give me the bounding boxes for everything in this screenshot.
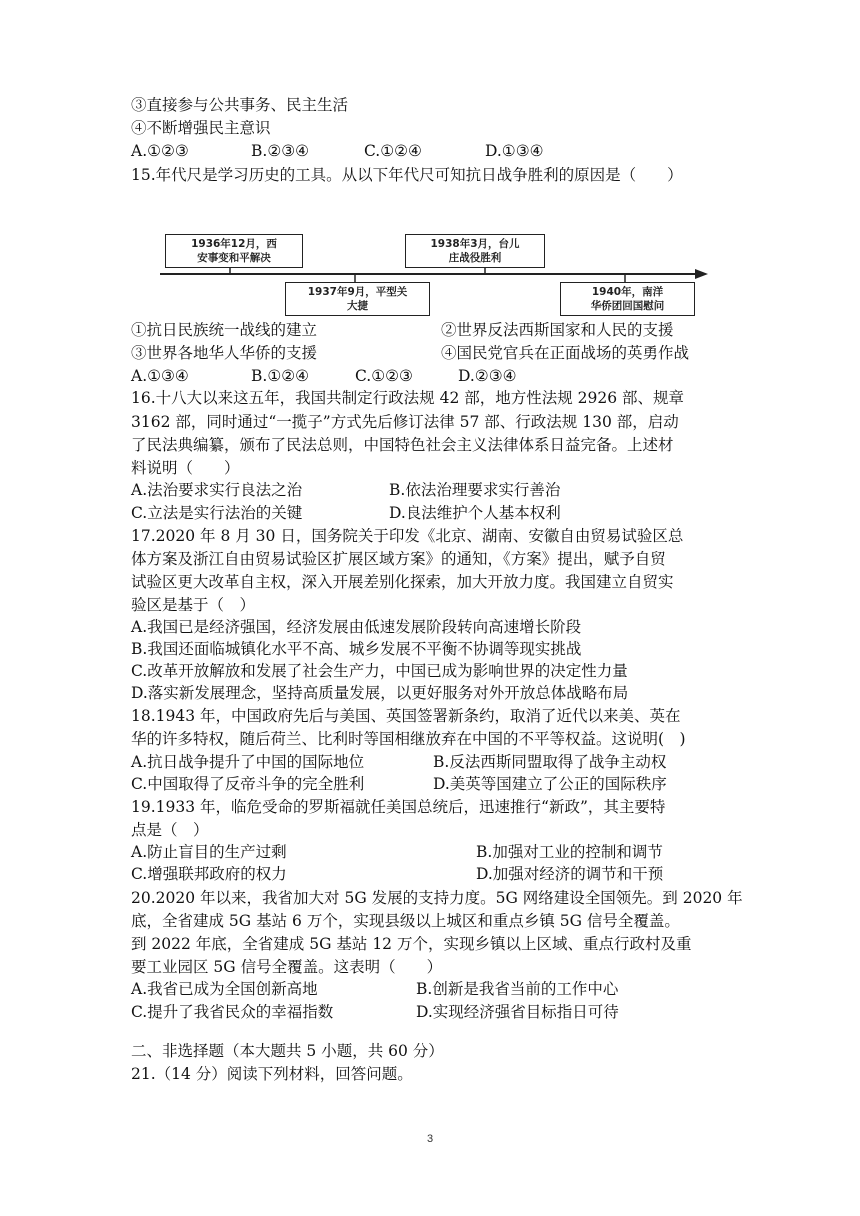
text-line: 点是（ ）: [131, 821, 209, 839]
text-line: A.我国已是经济强国，经济发展由低速发展阶段转向高速增长阶段: [131, 618, 582, 636]
timeline-event-1940: [560, 282, 695, 316]
event-line: 1936年12月，西: [191, 238, 277, 250]
answer-option: D.加强对经济的调节和干预: [476, 865, 664, 883]
answer-option: ②世界反法西斯国家和人民的支援: [441, 321, 674, 339]
text-line: B.我国还面临城镇化水平不高、城乡发展不平衡不协调等现实挑战: [131, 640, 582, 658]
event-line: 华侨团回国慰问: [590, 300, 665, 312]
text-line: 17.2020 年 8 月 30 日，国务院关于印发《北京、湖南、安徽自由贸易试验区总: [131, 527, 684, 545]
answer-option: ③世界各地华人华侨的支援: [131, 344, 318, 362]
text-line: ③直接参与公共事务、民主生活: [131, 96, 349, 114]
timeline-event-1936: [165, 234, 303, 268]
answer-option: D.②③④: [458, 367, 517, 385]
text-line: 了民法典编纂，颁布了民法总则，中国特色社会主义法律体系日益完备。上述材: [131, 436, 674, 454]
answer-option: C.立法是实行法治的关键: [131, 504, 303, 522]
page-number: 3: [426, 1133, 434, 1145]
text-line: 体方案及浙江自由贸易试验区扩展区域方案》的通知，《方案》提出，赋予自贸: [131, 550, 666, 568]
answer-option: A.抗日战争提升了中国的国际地位: [131, 753, 365, 771]
answer-option: B.加强对工业的控制和调节: [476, 843, 663, 861]
answer-option: A.法治要求实行良法之治: [131, 481, 303, 499]
text-line: 3162 部，同时通过“一揽子”方式先后修订法律 57 部、行政法规 130 部，启动: [131, 413, 679, 431]
text-line: 16.十八大以来这五年，我国共制定行政法规 42 部，地方性法规 2926 部、规章: [131, 389, 685, 407]
timeline-figure: [155, 226, 715, 314]
text-line: 要工业园区 5G 信号全覆盖。这表明（ ）: [131, 958, 443, 976]
answer-option: D.良法维护个人基本权利: [389, 504, 561, 522]
text-line: 到 2022 年底，全省建成 5G 基站 12 万个，实现乡镇以上区域、重点行政村及重: [131, 935, 692, 953]
text-line: 底，全省建成 5G 基站 6 万个，实现县级以上城区和重点乡镇 5G 信号全覆盖。: [131, 912, 680, 930]
answer-option: B.②③④: [251, 142, 310, 160]
event-line: 安事变和平解决: [197, 252, 271, 264]
event-line: 大捷: [347, 300, 368, 312]
text-line: C.改革开放解放和发展了社会生产力，中国已成为影响世界的决定性力量: [131, 662, 628, 680]
answer-option: C.①②④: [364, 142, 422, 160]
answer-option: B.依法治理要求实行善治: [389, 481, 561, 499]
answer-option: B.反法西斯同盟取得了战争主动权: [433, 753, 667, 771]
event-line: 1940年，南洋: [591, 286, 664, 298]
answer-option: D.实现经济强省目标指日可待: [416, 1003, 619, 1021]
answer-option: D.①③④: [485, 142, 544, 160]
answer-option: C.①②③: [355, 367, 413, 385]
text-line: 18.1943 年，中国政府先后与美国、英国签署新条约，取消了近代以来美、英在: [131, 707, 681, 725]
event-line: 庄战役胜利: [448, 252, 502, 264]
answer-option: B.①②④: [251, 367, 310, 385]
answer-option: ①抗日民族统一战线的建立: [131, 321, 318, 339]
event-line: 1937年9月，平型关: [307, 286, 408, 298]
text-line: 20.2020 年以来，我省加大对 5G 发展的支持力度。5G 网络建设全国领先。到 2020 年: [131, 889, 743, 907]
timeline-event-1938: [405, 234, 545, 268]
text-line: D.落实新发展理念，坚持高质量发展，以更好服务对外开放总体战略布局: [131, 684, 629, 702]
answer-option: ④国民党官兵在正面战场的英勇作战: [441, 344, 690, 362]
text-line: 验区是基于（ ）: [131, 596, 256, 614]
text-line: 华的许多特权，随后荷兰、比利时等国相继放弃在中国的不平等权益。这说明( ): [131, 730, 686, 748]
text-line: 试验区更大改革自主权，深入开展差别化探索，加大开放力度。我国建立自贸实: [131, 573, 674, 591]
text-line: 21.（14 分）阅读下列材料，回答问题。: [131, 1065, 413, 1083]
text-line: 15.年代尺是学习历史的工具。从以下年代尺可知抗日战争胜利的原因是（ ）: [131, 166, 683, 184]
timeline-event-1937: [285, 282, 430, 316]
answer-option: D.美英等国建立了公正的国际秩序: [433, 775, 667, 793]
answer-option: A.①②③: [131, 142, 189, 160]
text-line: 19.1933 年，临危受命的罗斯福就任美国总统后，迅速推行“新政”，其主要特: [131, 798, 666, 816]
answer-option: C.提升了我省民众的幸福指数: [131, 1003, 334, 1021]
answer-option: B.创新是我省当前的工作中心: [416, 980, 619, 998]
answer-option: A.防止盲目的生产过剩: [131, 843, 287, 861]
answer-option: C.中国取得了反帝斗争的完全胜利: [131, 775, 365, 793]
answer-option: A.我省已成为全国创新高地: [131, 980, 318, 998]
text-line: ④不断增强民主意识: [131, 119, 271, 137]
answer-option: A.①③④: [131, 367, 189, 385]
event-line: 1938年3月，台儿: [430, 238, 520, 250]
text-line: 料说明（ ）: [131, 459, 240, 477]
text-line: 二、非选择题（本大题共 5 小题，共 60 分）: [131, 1042, 444, 1060]
answer-option: C.增强联邦政府的权力: [131, 865, 287, 883]
